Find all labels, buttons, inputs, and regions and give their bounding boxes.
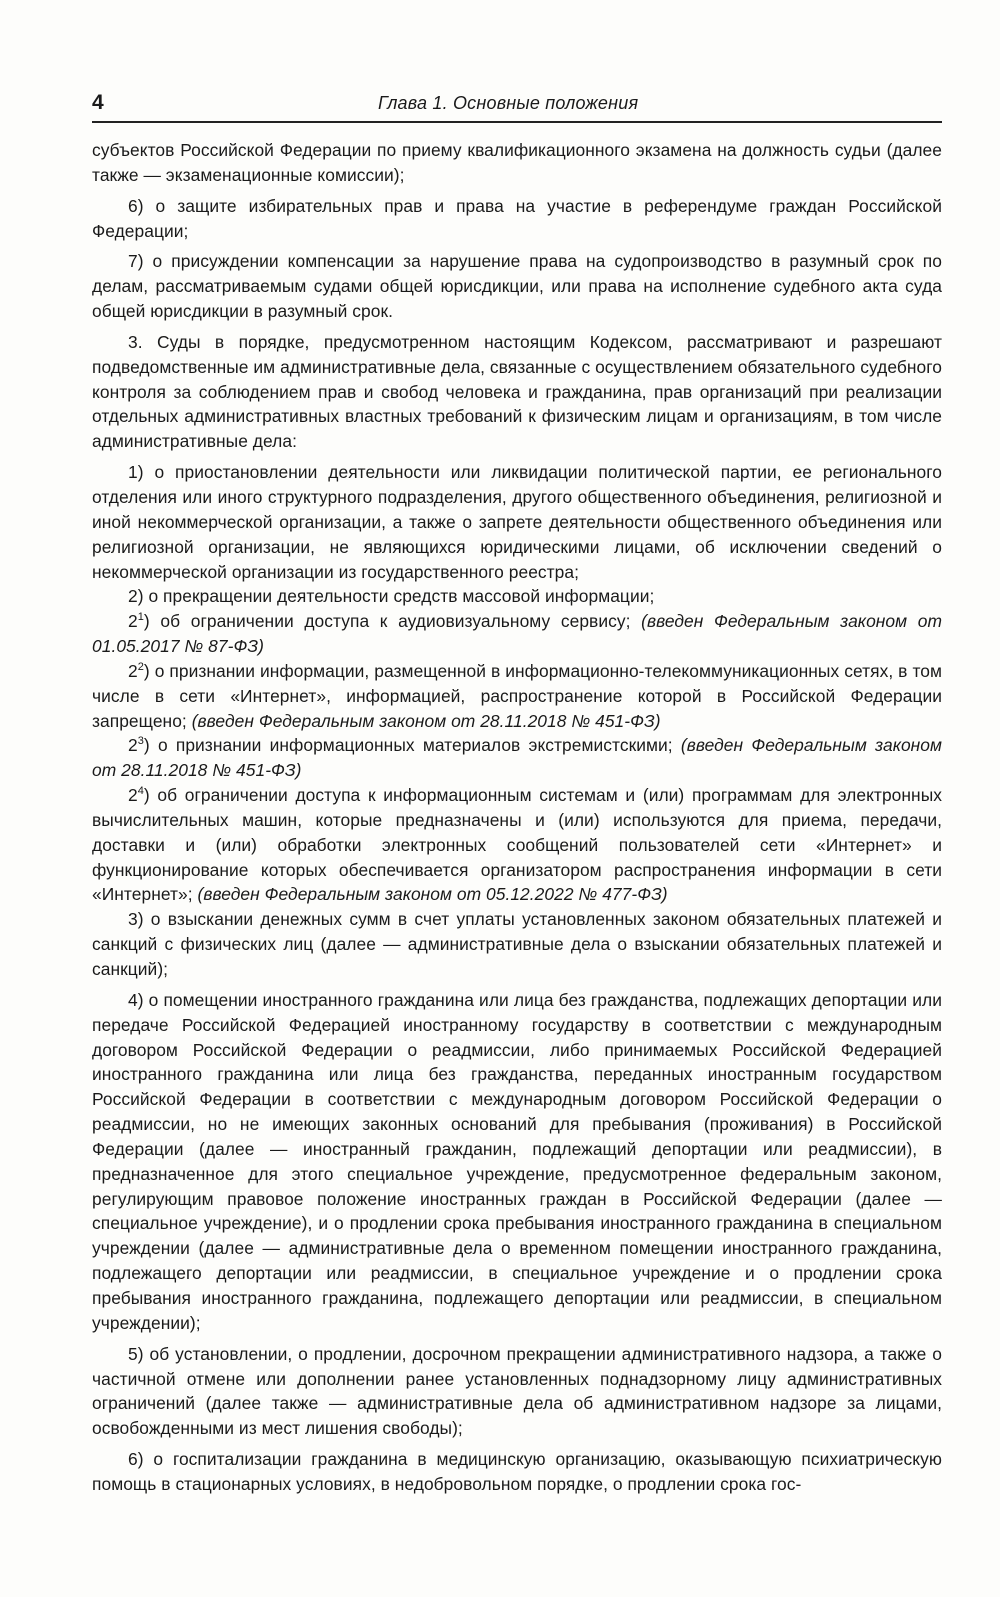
amendment-note: (введен Федеральным законом от 28.11.2018 № 451-ФЗ) (191, 710, 661, 731)
item-superscript: 3 (137, 735, 144, 748)
paragraph: 1) о приостановлении деятельности или ликвидации политической партии, ее регионального отделения или иного структурного подразделения, другого общественного объединения, религиозной и иной некоммерческой организации, а также о запрете деятельности общественного объединения или религиозной организации, не являющихся юридическими лицами, об исключении сведений о некоммерческой организации из государственного реестра; (92, 462, 942, 582)
page-header (92, 88, 942, 118)
item-number: 2 (128, 660, 138, 681)
paragraph-text: ) об ограничении доступа к информационным системам и (или) программам для электронных вычислительных машин, которые предназначены и (или) используются для приема, передачи, доставки и (или) обработки электронных сообщений пользователей сети «Интернет» и функционирование которых обеспечивается организатором распространения информации в сети «Интернет»; (92, 785, 942, 905)
paragraph: 7) о присуждении компенсации за нарушение права на судопроизводство в разумный срок по делам, рассматриваемым судами общей юрисдикции, или права на исполнение судебного акта суда общей юрисдикции в разумный срок. (92, 251, 942, 322)
paragraph (92, 733, 942, 783)
item-superscript: 2 (137, 661, 144, 674)
paragraph: 6) о госпитализации гражданина в медицинскую организацию, оказывающую психиатрическую помощь в стационарных условиях, в недобровольном порядке, о продлении срока гос- (92, 1449, 942, 1494)
paragraph: 3. Суды в порядке, предусмотренном настоящим Кодексом, рассматривают и разрешают подведомственные им административные дела, связанные с осуществлением обязательного судебного контроля за соблюдением прав и свобод человека и гражданина, прав организаций при реализации отдельных административных властных требований к физическим лицам и организациям, в том числе административные дела: (92, 331, 942, 452)
body-text (92, 138, 942, 1497)
paragraph-text: ) о признании информации, размещенной в информационно-телекоммуникационных сетях, в том числе в сети «Интернет», информацией, распространение которой в Российской Федерации запрещено; (92, 660, 942, 731)
item-number: 2 (128, 735, 138, 756)
running-title: Глава 1. Основные положения (378, 93, 639, 113)
paragraph: 4) о помещении иностранного гражданина или лица без гражданства, подлежащих депортации или передаче Российской Федерацией иностранному государству в соответствии с международным договором Российской Федерации о реадмиссии, либо принимаемых Российской Федерацией иностранного гражданина или лица без гражданства, переданных иностранным государством Российской Федерации в соответствии с международным договором Российской Федерации о реадмиссии, но не имеющих законных оснований для пребывания (проживания) в Российской Федерации (далее — иностранный гражданин, подлежащий депортации или реадмиссии), в предназначенное для этого специальное учреждение, предусмотренное федеральным законом, регулирующим правовое положение иностранных граждан в Российской Федерации (далее — специальное учреждение), и о продлении срока пребывания иностранного гражданина в специальном учреждении (далее — административные дела о временном помещении иностранного гражданина, подлежащего депортации или реадмиссии, в специальное учреждение и о продлении срока пребывания иностранного гражданина, подлежащего депортации или реадмиссии, в специальном учреждении); (92, 989, 942, 1333)
paragraph: 3) о взыскании денежных сумм в счет уплаты установленных законом обязательных платежей и санкций с физических лиц (далее — административные дела о взыскании обязательных платежей и санкций); (92, 909, 942, 979)
paragraph-text: ) об ограничении доступа к аудиовизуальному сервису; (143, 611, 631, 632)
paragraph (92, 783, 942, 907)
amendment-note: (введен Федеральным законом от 01.05.2017 № 87-ФЗ) (92, 611, 942, 657)
page-number: 4 (92, 91, 104, 114)
paragraph: 6) о защите избирательных прав и права на участие в референдуме граждан Российской Федерации; (92, 195, 942, 241)
header-rule (92, 121, 942, 123)
paragraph: 5) об установлении, о продлении, досрочном прекращении административного надзора, а также о частичной отмене или дополнении ранее установленных поднадзорному лицу административных ограничений (далее также — административные дела об административном надзоре за лицами, освобожденными из мест лишения свободы); (92, 1343, 942, 1439)
item-number: 2 (128, 785, 138, 806)
item-number: 2 (128, 611, 138, 632)
paragraph (92, 659, 942, 734)
paragraph (92, 609, 942, 659)
paragraph-text: ) о признании информационных материалов экстремистскими; (143, 735, 673, 756)
amendment-note: (введен Федеральным законом от 05.12.2022 № 477-ФЗ) (197, 884, 668, 905)
item-superscript: 4 (137, 785, 144, 798)
paragraph: 2) о прекращении деятельности средств массовой информации; (128, 586, 655, 607)
paragraph: субъектов Российской Федерации по приему квалификационного экзамена на должность судьи (далее также — экзаменационные комиссии); (92, 140, 942, 185)
item-superscript: 1 (137, 611, 144, 624)
amendment-note: (введен Федеральным законом от 28.11.2018 № 451-ФЗ) (92, 735, 942, 781)
